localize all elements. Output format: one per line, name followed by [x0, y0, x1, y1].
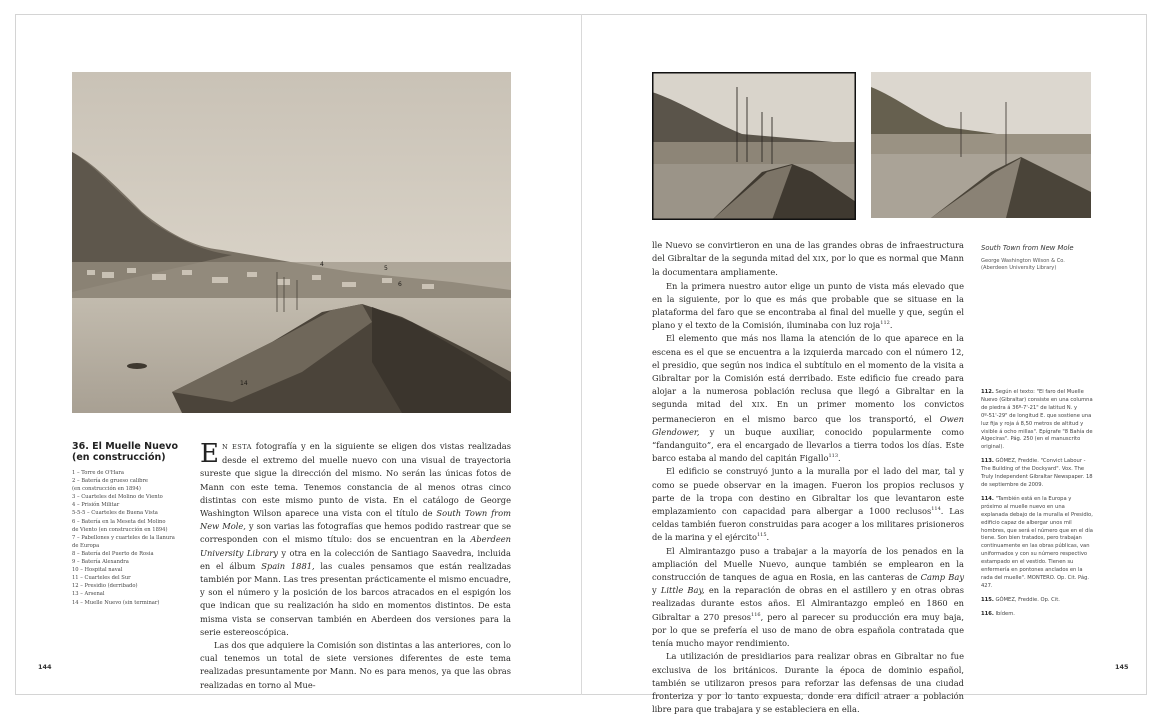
south-town-photograph-1	[652, 72, 856, 220]
legend-item: 13 – Arsenal	[72, 591, 105, 598]
drop-cap: E	[200, 439, 219, 469]
legend-item: (en construcción en 1894)	[72, 486, 141, 493]
footnote: 116. Ibídem.	[981, 610, 1015, 617]
legend-item: 9 – Batería Alexandra	[72, 559, 129, 566]
plate-number-title: 36. El Muelle Nuevo	[72, 441, 178, 452]
legend-item: 14 – Muelle Nuevo (sin terminar)	[72, 599, 160, 606]
legend-item: 7 – Pabellones y cuarteles de la llanura	[72, 534, 175, 541]
left-paragraph-2: Las dos que adquiere la Comisión son distintas a las anteriores, con lo cual tenemos un total de siete versiones diferentes de este tema realizadas presuntamente por Mann. No es para menos, ya que las obras realizadas en torno al Mue-	[200, 640, 511, 690]
photo-legend	[72, 469, 190, 607]
legend-item: 3 – Cuarteles del Molino de Viento	[72, 494, 163, 501]
page-number-left: 144	[38, 663, 52, 671]
footnotes	[981, 389, 1093, 625]
footnote-ref[interactable]: 112	[880, 320, 890, 327]
south-town-photograph-2	[871, 72, 1091, 218]
footnote: 114. "También está en la Europa y próximo al muelle nuevo en una explanada debajo de la muralla el Presidio, edificio capaz de albergar unos mil hombres, que será el número que en el día tiene. Son bien tratados, pero trabajan continuamente en las obras públicas, van uniformados y con su número respectivo estampado en el vestido. Tienen su enfermería en pontones anclados en la rada del muelle". MONTERO. Op. Cit. Pág. 427.	[981, 495, 1093, 589]
legend-item: de Europa	[72, 542, 100, 549]
caption-credit: George Washington Wilson & Co. (Aberdeen University Library)	[981, 258, 1065, 272]
right-paragraph-4: El edificio se construyó junto a la muralla por el lado del mar, tal y como se puede observar en la imagen. Fueron los propios reclusos y parte de la tropa con destino en Gibraltar los que levantaron este emplazamiento con capacidad para albergar a 1000 reclusos$^{114}$. Las celdas también fueron construidas para acoger a los militares prisioneros de la marina y el ejército$^{115}$.	[652, 466, 964, 543]
photo-marker: 6	[398, 281, 402, 288]
legend-item: 2 – Batería de grueso calibre	[72, 478, 149, 485]
footnote-ref[interactable]: 114	[931, 506, 941, 513]
photo-marker: 4	[320, 261, 324, 268]
right-paragraph-1: lle Nuevo se convirtieron en una de las grandes obras de infraestructura del Gibraltar de la segunda mitad del XIX, por lo que es normal que Mann la documentara ampliamente.	[652, 240, 964, 278]
left-body-text	[200, 440, 511, 692]
page-number-right: 145	[1115, 663, 1129, 671]
legend-item: 11 – Cuarteles del Sur	[72, 575, 131, 582]
right-paragraph-3: El elemento que más nos llama la atención de lo que aparece en la escena es el que se encuentra a la izquierda marcado con el número 12, el presidio, que según nos indica el subtítulo en el momento de la visita a Gibraltar por la Comisión está derribado. Este edificio fue creado para alojar a la numerosa población reclusa que llegó a Gibraltar en la segunda mitad del XIX. En un primer momento los convictos permanecieron en el mismo barco que los transportó, el Owen Glendower, y un buque auxiliar, conocido popularmente como “fandanguito”, era el encargado de llevarlos a tierra todos los días. Este barco estaba al mando del capitán Figallo$^{113}$.	[652, 333, 964, 464]
legend-item: 10 – Hospital naval	[72, 567, 123, 574]
photo-marker: 5	[384, 265, 388, 272]
muelle-nuevo-photo-graphic	[72, 72, 511, 413]
legend-item: 8 – Batería del Puerto de Rosia	[72, 550, 154, 557]
footnote-ref[interactable]: 113	[828, 453, 839, 460]
legend-item: de Viento (en construcción en 1894)	[72, 526, 168, 533]
legend-item: 6 – Batería en la Meseta del Molino	[72, 518, 166, 525]
footnote: 115. GÓMEZ, Freddie. Op. Cit.	[981, 596, 1060, 603]
legend-item: 5-5-5 – Cuarteles de Buena Vista	[72, 510, 158, 517]
footnote-ref[interactable]: 116	[751, 611, 761, 618]
legend-item: 12 – Presidio (derribado)	[72, 583, 138, 590]
footnote: 113. GÓMEZ, Freddie. "Convict Labour - The Building of the Dockyard". Vox. The Truly Independent Gibraltar Newspaper. 18 de septiembre de 2009.	[981, 458, 1093, 488]
south-town-photo-graphic-2	[871, 72, 1091, 218]
right-paragraph-2: En la primera nuestro autor elige un punto de vista más elevado que en la siguiente, por lo que es más que probable que se situase en la plataforma del faro que se encontraba al final del muelle y que, según el plano y el texto de la Comisión, iluminaba con luz roja$^{112}$.	[652, 280, 964, 331]
footnote-ref[interactable]: 115	[756, 532, 767, 539]
footnote: 112. Según el texto: "El faro del Muelle Nuevo (Gibraltar) consiste en una columna de piedra á 36º-7'-21" de latitud N. y 0º-51'-29" de longitud E. que sostiene una luz fija y roja á 8,50 metros de altitud y visible á ocho millas". Epígrafe "8 Bahía de Algeciras". Pág. 250 (en el manuscrito original).	[981, 389, 1093, 451]
right-paragraph-5: El Almirantazgo puso a trabajar a la mayoría de los penados en la ampliación del Muelle Nuevo, aunque también se emplearon en la construcción de tanques de agua en Rosia, en las canteras de Camp Bay y Little Bay, en la reparación de obras en el astillero y en otras obras realizadas durante estos años. El Almirantazgo empleó en 1860 en Gibraltar a 270 presos$^{116}$, pero al parecer su producción era muy baja, por lo que se prefería el uso de mano de obra española contratada que tenía mucho mayor rendimiento.	[652, 545, 965, 649]
right-body-text	[652, 239, 964, 716]
muelle-nuevo-photograph	[72, 72, 511, 413]
photo-caption	[981, 243, 1091, 273]
plate-subtitle: (en construcción)	[72, 452, 166, 463]
left-paragraph-1: E N ESTA fotografía y en la siguiente se eligen dos vistas realizadas desde el extremo del muelle nuevo con una visual de trayectoria sureste que sigue la dirección del mismo. No serán las únicas fotos de Mann con este tema. Tenemos constancia de al menos otras cinco distintas con este mismo punto de vista. En el catálogo de George Washington Wilson aparece una vista con el título de South Town from New Mole, y son varias las fotografías que hemos podido rastrear que se corresponden con el mismo título: dos se encuentran en la Aberdeen University Library y otra en la colección de Santiago Saavedra, incluida en el álbum Spain 1881, las cuales pensamos que están realizadas también por Mann. Las tres presentan prácticamente el mismo encuadre, y son el número y la posición de los barcos atracados en el espigón los que indican que su realización ha sido en momentos distintos. De esta misma vista se conservan también en Aberdeen dos versiones para la serie estereoscópica.	[200, 439, 512, 637]
book-gutter	[581, 14, 582, 695]
legend-item: 4 – Prisión Militar	[72, 502, 120, 509]
right-paragraph-6: La utilización de presidiarios para realizar obras en Gibraltar no fue exclusiva de los británicos. Durante la época de dominio español, también se utilizaron presos para reforzar las defensas de una ciudad fronteriza y por lo tanto expuesta, donde era difícil atraer a población libre para que trabajara y se estableciera en ella.	[652, 651, 964, 715]
south-town-photo-graphic-1	[652, 72, 856, 220]
caption-title: South Town from New Mole	[981, 244, 1074, 252]
photo-marker: 14	[240, 380, 248, 387]
plate-title	[72, 441, 190, 463]
legend-item: 1 – Torre de O'Hara	[72, 470, 124, 476]
